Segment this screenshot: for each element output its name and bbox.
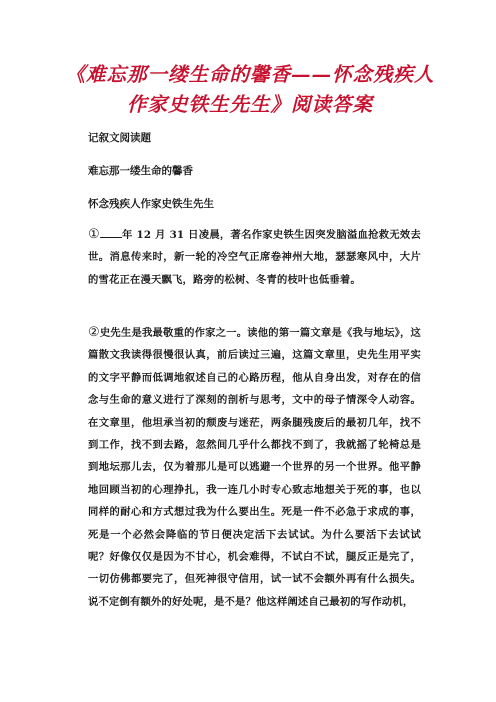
question-category: 记叙文阅读题 [88,132,151,144]
paragraph-1-number: ① [88,227,100,242]
paragraph-1 [88,224,421,291]
fill-blank [100,227,122,238]
article-subtitle: 怀念残疾人作家史铁生先生 [88,198,214,210]
paragraph-2-number: ② [88,325,100,340]
paragraph-1-text: 年 12 月 31 日凌晨，著名作家史铁生因突发脑溢血抢救无效去世。消息传来时，新一轮的冷空气正席卷神州大地，瑟瑟寒风中，大片的雪花正在漫天飘飞，路旁的松树、冬青的枝叶也低垂着。 [88,229,421,286]
paragraph-2-text: 史先生是我最敬重的作家之一。读他的第一篇文章是《我与地坛》，这篇散文我读得很慢很认真，前后读过三遍，这篇文章里，史先生用平实的文字平静而低调地叙述自己的心路历程，他从自身出发，对存在的信念与生命的意义进行了深刻的剖析与思考，文中的母子情深令人动容。在文章里，他坦承当初的颓废与迷茫，两条腿残废后的最初几年，找不到工作，找不到去路，忽然间几乎什么都找不到了，我就摇了轮椅总是到地坛那儿去，仅为着那儿是可以逃避一个世界的另一个世界。他平静地回顾当初的心理挣扎，我一连几小时专心致志地想关于死的事，也以同样的耐心和方式想过我为什么要出生。死是一件不必急于求成的事，死是一个必然会降临的节日便决定活下去试试。为什么要活下去试试呢？好像仅仅是因为不甘心，机会难得，不试白不试，腿反正是完了，一切仿佛都要完了，但死神很守信用，试一试不会额外再有什么损失。说不定倒有额外的好处呢，是不是？他这样阐述自己最初的写作动机， [88,327,421,608]
article-title: 难忘那一缕生命的馨香 [88,165,193,177]
document-title: 《难忘那一缕生命的馨香——怀念残疾人作家史铁生先生》阅读答案 [65,63,435,116]
paragraph-2 [88,322,421,613]
